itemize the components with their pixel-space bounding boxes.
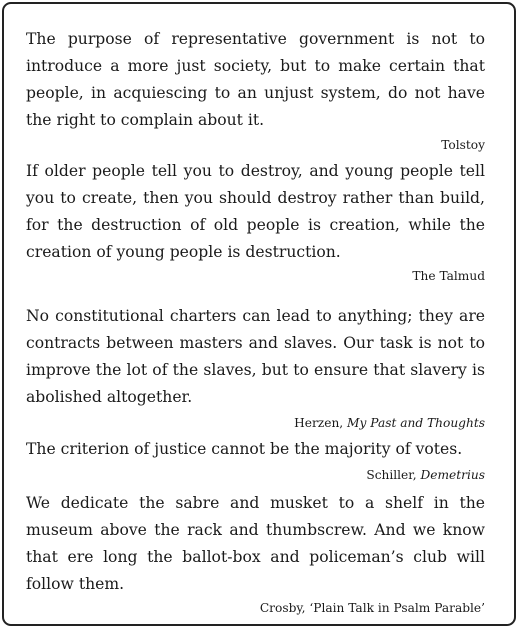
quote-text: If older people tell you to destroy, and young people tell you to create, then you should destroy rather than build, for the destruction of old people is creation, while the creation of young people is destruction.	[26, 162, 485, 261]
quote-work-title: My Past and Thoughts	[347, 416, 485, 430]
quote-attribution	[26, 137, 485, 154]
quote-author: Crosby, ‘Plain Talk in Psalm Parable’	[259, 601, 485, 615]
quote-block	[26, 26, 485, 154]
quote-text: We dedicate the sabre and musket to a shelf in the museum above the rack and thumbscrew. And we know that ere long the ballot-box and policeman’s club will follow them.	[26, 494, 485, 593]
quote-author: Schiller,	[366, 468, 421, 482]
quote-attribution	[26, 467, 485, 484]
quote-block	[26, 436, 485, 484]
quote-text: The purpose of representative government is not to introduce a more just society, but to make certain that people, in acquiescing to an unjust system, do not have the right to complain about it.	[26, 30, 485, 129]
quote-author: The Talmud	[412, 269, 485, 283]
quote-block	[26, 490, 485, 617]
quote-work-title: Demetrius	[420, 468, 485, 482]
quote-text: No constitutional charters can lead to anything; they are contracts between masters and slaves. Our task is not to improve the lot of the slaves, but to ensure that slavery is abolished altogether.	[26, 307, 485, 406]
quote-attribution	[26, 268, 485, 285]
quote-block	[26, 158, 485, 285]
quote-author: Tolstoy	[441, 138, 485, 152]
quote-list	[26, 26, 485, 617]
quote-card	[2, 2, 516, 626]
quote-text: The criterion of justice cannot be the majority of votes.	[26, 440, 463, 458]
quote-attribution	[26, 600, 485, 617]
quote-attribution	[26, 415, 485, 432]
quote-author: Herzen,	[294, 416, 348, 430]
quote-block	[26, 303, 485, 432]
